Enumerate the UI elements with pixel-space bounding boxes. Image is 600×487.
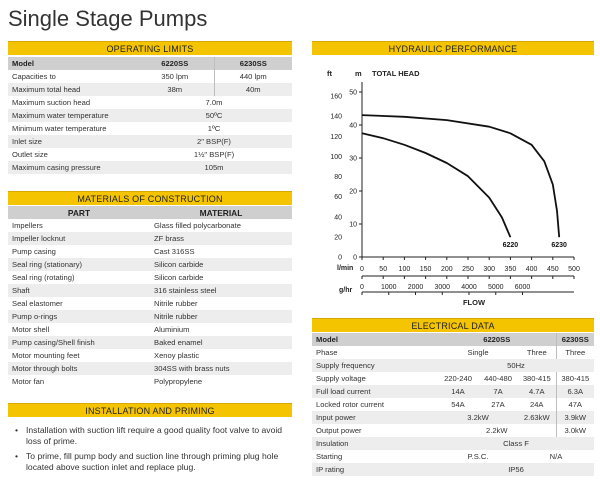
operating-limit-value: 1½" BSP(F) [136, 148, 292, 161]
y-tick-label-ft: 120 [330, 133, 342, 141]
material-value: ZF brass [150, 232, 292, 245]
table-row [8, 161, 292, 174]
table-row [312, 359, 594, 372]
electrical-value: 220-240 [438, 372, 478, 385]
lmin-tick-label: 150 [419, 266, 432, 273]
operating-limit-value-6220: 350 lpm [136, 70, 214, 83]
electrical-value: Class F [438, 437, 594, 450]
lmin-tick-label: 50 [379, 266, 388, 273]
electrical-value: 6.3A [556, 385, 594, 398]
lmin-tick-label: 300 [483, 266, 496, 273]
table-row [8, 336, 292, 349]
series-line-6220 [362, 133, 510, 237]
y-tick-label-ft: 100 [330, 153, 342, 161]
lmin-tick-label: 250 [462, 266, 474, 273]
operating-limit-value: 7.0m [136, 96, 292, 109]
operating-limits-table [8, 57, 292, 174]
y-tick-label-m: 0 [353, 254, 357, 262]
list-item: • To prime, fill pump body and suction line through priming plug hole located above suction inlet and replace plug. [14, 451, 294, 473]
operating-limit-value: 2" BSP(F) [136, 135, 292, 148]
y-tick-label-ft: 140 [330, 113, 342, 121]
electrical-value: 24A [518, 398, 556, 411]
electrical-value: 3.9kW [556, 411, 594, 424]
ghr-tick-label: 0 [360, 284, 364, 291]
y-tick-label-m: 40 [349, 122, 357, 130]
electrical-value: 380-415 [518, 372, 556, 385]
series-line-6230 [362, 115, 559, 237]
material-value: Polypropylene [150, 375, 292, 388]
operating-limits-heading: OPERATING LIMITS [8, 41, 292, 55]
material-value: Xenoy plastic [150, 349, 292, 362]
operating-limits-header-cell: 6220SS [136, 57, 214, 70]
electrical-value: 3.2kW [438, 411, 518, 424]
material-value: Aluminium [150, 323, 292, 336]
y-tick-label-ft: 80 [334, 174, 342, 182]
table-row [8, 258, 292, 271]
electrical-label: Output power [312, 424, 438, 437]
table-row [8, 349, 292, 362]
electrical-value: Three [518, 346, 556, 359]
table-row [8, 232, 292, 245]
table-row [8, 297, 292, 310]
lmin-tick-label: 200 [440, 266, 453, 273]
material-part: Impellers [8, 219, 150, 232]
materials-heading: MATERIALS OF CONSTRUCTION [8, 191, 292, 205]
electrical-header-row [312, 333, 594, 346]
table-row [312, 424, 594, 437]
material-part: Pump casing/Shell finish [8, 336, 150, 349]
y-tick-label-ft: 0 [338, 254, 342, 262]
operating-limit-label: Maximum suction head [8, 96, 136, 109]
electrical-value: P.S.C. [438, 450, 518, 463]
material-part: Seal elastomer [8, 297, 150, 310]
material-value: Silicon carbide [150, 271, 292, 284]
electrical-value: 4.7A [518, 385, 556, 398]
materials-header-row [8, 206, 292, 219]
electrical-label: Phase [312, 346, 438, 359]
y-tick-label-ft: 160 [330, 93, 342, 101]
electrical-value: 3.0kW [556, 424, 594, 437]
table-row [8, 219, 292, 232]
table-row [312, 463, 594, 476]
ghr-tick-label: 4000 [461, 284, 477, 291]
table-row [312, 346, 594, 359]
ghr-tick-label: 3000 [434, 284, 451, 291]
y-tick-label-ft: 20 [334, 234, 342, 242]
table-row [8, 362, 292, 375]
lmin-tick-label: 350 [504, 266, 517, 273]
y-tick-label-m: 50 [349, 89, 357, 97]
electrical-value: N/A [518, 450, 594, 463]
operating-limit-value-6230: 440 lpm [214, 70, 292, 83]
material-part: Impeller locknut [8, 232, 150, 245]
table-row [8, 245, 292, 258]
y-tick-label-m: 30 [349, 155, 357, 163]
electrical-value: 440-480 [478, 372, 518, 385]
material-value: Nitrile rubber [150, 310, 292, 323]
materials-col-part: PART [8, 206, 150, 219]
table-row [8, 310, 292, 323]
material-part: Seal ring (rotating) [8, 271, 150, 284]
electrical-value: 47A [556, 398, 594, 411]
materials-table [8, 206, 292, 388]
material-value: 316 stainless steel [150, 284, 292, 297]
table-row [8, 109, 292, 122]
material-value: Silicon carbide [150, 258, 292, 271]
y-tick-label-m: 10 [349, 221, 357, 229]
table-row [312, 385, 594, 398]
electrical-label: Starting [312, 450, 438, 463]
lmin-tick-label: 500 [568, 266, 580, 273]
material-part: Motor through bolts [8, 362, 150, 375]
table-row [8, 148, 292, 161]
electrical-label: Locked rotor current [312, 398, 438, 411]
electrical-label: IP rating [312, 463, 438, 476]
material-value: Cast 316SS [150, 245, 292, 258]
material-part: Pump casing [8, 245, 150, 258]
material-part: Pump o-rings [8, 310, 150, 323]
table-row [8, 375, 292, 388]
electrical-value: Single [438, 346, 518, 359]
material-part: Motor mounting feet [8, 349, 150, 362]
material-part: Shaft [8, 284, 150, 297]
lmin-tick-label: 100 [398, 266, 411, 273]
material-value: Baked enamel [150, 336, 292, 349]
table-row [312, 398, 594, 411]
list-item: • Installation with suction lift require a good quality foot valve to avoid loss of prime. [14, 425, 294, 447]
hydraulic-heading: HYDRAULIC PERFORMANCE [312, 41, 594, 55]
ghr-tick-label: 2000 [407, 284, 424, 291]
table-row [8, 271, 292, 284]
electrical-header-6220: 6220SS [438, 333, 556, 346]
operating-limits-header-cell: 6230SS [214, 57, 292, 70]
operating-limit-label: Maximum total head [8, 83, 136, 96]
operating-limit-value: 105m [136, 161, 292, 174]
table-row [8, 83, 292, 96]
electrical-value: Three [556, 346, 594, 359]
ghr-label: g/hr [339, 287, 353, 294]
table-row [312, 450, 594, 463]
ghr-tick-label: 5000 [487, 284, 504, 291]
lmin-label: l/min [337, 265, 354, 272]
axis-unit-ft: ft [327, 69, 332, 78]
page-title: Single Stage Pumps [8, 6, 208, 31]
lmin-tick-label: 400 [525, 266, 538, 273]
operating-limit-value-6230: 40m [214, 83, 292, 96]
installation-list [14, 425, 294, 477]
hydraulic-chart [312, 56, 594, 308]
electrical-label: Supply frequency [312, 359, 438, 372]
ghr-tick-label: 6000 [514, 284, 531, 291]
operating-limit-label: Maximum water temperature [8, 109, 136, 122]
operating-limit-label: Inlet size [8, 135, 136, 148]
material-value: 304SS with brass nuts [150, 362, 292, 375]
series-label-6230: 6230 [551, 242, 567, 250]
lmin-tick-label: 0 [360, 266, 364, 273]
y-tick-label-ft: 60 [334, 194, 342, 202]
installation-heading: INSTALLATION AND PRIMING [8, 403, 292, 417]
material-value: Glass filled polycarbonate [150, 219, 292, 232]
table-row [8, 135, 292, 148]
lmin-tick-label: 450 [546, 266, 559, 273]
axis-unit-m: m [355, 69, 362, 78]
materials-col-material: MATERIAL [150, 206, 292, 219]
electrical-label: Insulation [312, 437, 438, 450]
operating-limit-value: 1ºC [136, 122, 292, 135]
electrical-value: 380-415 [556, 372, 594, 385]
operating-limit-value-6220: 38m [136, 83, 214, 96]
chart-title: TOTAL HEAD [372, 69, 420, 78]
series-label-6220: 6220 [502, 242, 519, 250]
y-tick-label-m: 20 [349, 188, 357, 196]
operating-limit-label: Capacities to [8, 70, 136, 83]
operating-limits-header-row [8, 57, 292, 70]
material-value: Nitrile rubber [150, 297, 292, 310]
ghr-tick-label: 1000 [380, 284, 397, 291]
table-row [8, 122, 292, 135]
electrical-value: 54A [438, 398, 478, 411]
electrical-value: 14A [438, 385, 478, 398]
table-row [8, 70, 292, 83]
electrical-value: 2.2kW [438, 424, 556, 437]
table-row [8, 284, 292, 297]
electrical-value: 7A [478, 385, 518, 398]
table-row [312, 411, 594, 424]
material-part: Seal ring (stationary) [8, 258, 150, 271]
operating-limit-label: Outlet size [8, 148, 136, 161]
electrical-table [312, 333, 594, 476]
operating-limit-value: 50ºC [136, 109, 292, 122]
electrical-label: Input power [312, 411, 438, 424]
electrical-header-model: Model [312, 333, 438, 346]
electrical-label: Full load current [312, 385, 438, 398]
operating-limits-header-cell: Model [8, 57, 136, 70]
x-axis-title: FLOW [462, 298, 486, 307]
electrical-value: 50Hz [438, 359, 594, 372]
material-part: Motor shell [8, 323, 150, 336]
electrical-value: 2.63kW [518, 411, 556, 424]
material-part: Motor fan [8, 375, 150, 388]
table-row [312, 372, 594, 385]
table-row [8, 323, 292, 336]
electrical-heading: ELECTRICAL DATA [312, 318, 594, 332]
electrical-value: IP56 [438, 463, 594, 476]
y-tick-label-ft: 40 [334, 214, 342, 222]
operating-limit-label: Maximum casing pressure [8, 161, 136, 174]
table-row [312, 437, 594, 450]
operating-limit-label: Minimum water temperature [8, 122, 136, 135]
electrical-label: Supply voltage [312, 372, 438, 385]
table-row [8, 96, 292, 109]
electrical-header-6230: 6230SS [556, 333, 594, 346]
electrical-value: 27A [478, 398, 518, 411]
